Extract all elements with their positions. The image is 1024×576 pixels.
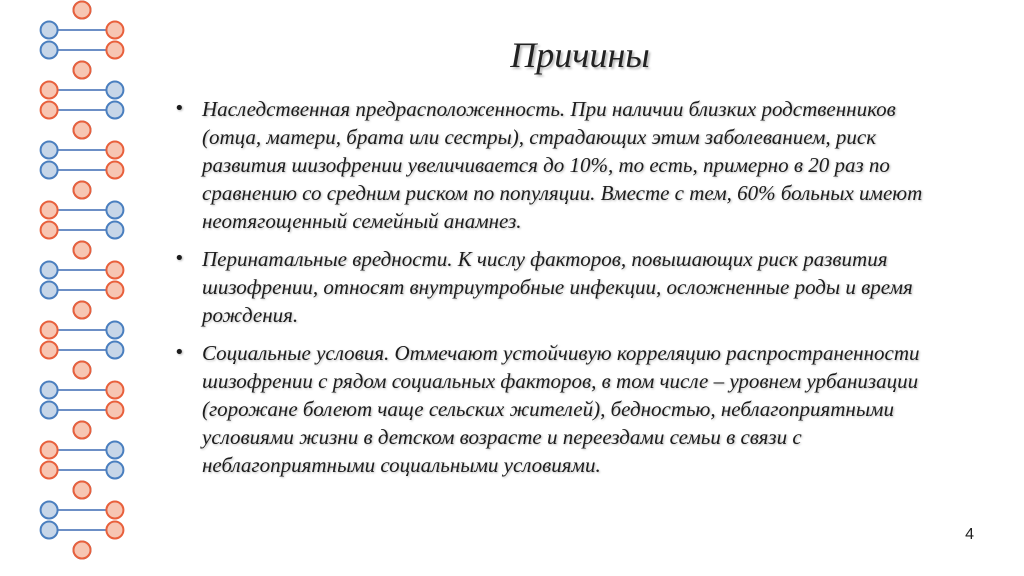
dna-node-orange (41, 202, 58, 219)
dna-node-orange (106, 502, 123, 519)
dna-node-blue (106, 202, 123, 219)
dna-node-blue (41, 262, 58, 279)
dna-node-orange (106, 382, 123, 399)
dna-node-orange (106, 522, 123, 539)
dna-node-orange (74, 242, 91, 259)
bullet-item-heredity (170, 95, 960, 235)
dna-node-blue (106, 322, 123, 339)
dna-node-orange (41, 442, 58, 459)
bullet-icon: • (174, 342, 185, 363)
dna-node-blue (106, 222, 123, 239)
dna-node-blue (41, 142, 58, 159)
dna-node-orange (106, 262, 123, 279)
dna-node-orange (41, 462, 58, 479)
slide-title: Причины (510, 35, 650, 75)
dna-node-orange (106, 42, 123, 59)
dna-node-blue (106, 342, 123, 359)
dna-node-orange (41, 342, 58, 359)
dna-node-blue (41, 402, 58, 419)
dna-node-orange (106, 22, 123, 39)
dna-node-blue (41, 22, 58, 39)
dna-node-blue (41, 522, 58, 539)
dna-node-orange (106, 162, 123, 179)
dna-node-orange (74, 302, 91, 319)
dna-node-orange (106, 282, 123, 299)
dna-node-orange (74, 182, 91, 199)
bullet-icon: • (174, 248, 185, 269)
dna-node-blue (41, 162, 58, 179)
dna-node-blue (41, 282, 58, 299)
bullet-text: Социальные условия. Отмечают устойчивую корреляцию распространенности шизофрении с рядом социальных факторов, в том числе – уровнем урбанизации (горожане болеют чаще сельских жителей), бедностью, неблагоприятными условиями жизни в детском возрасте и переездами семьи в связи с неблагоприятными социальными условиями. (202, 341, 920, 477)
dna-node-orange (74, 62, 91, 79)
dna-helix-icon (0, 0, 160, 576)
bullet-item-social (170, 339, 960, 479)
bullet-text: Перинатальные вредности. К числу факторов, повышающих риск развития шизофрении, относят внутриутробные инфекции, осложненные роды и время рождения. (202, 247, 913, 327)
dna-node-blue (41, 502, 58, 519)
page-number: 4 (965, 526, 974, 543)
bullet-list (170, 95, 960, 489)
dna-node-orange (74, 362, 91, 379)
dna-node-orange (74, 2, 91, 19)
dna-node-orange (41, 82, 58, 99)
dna-node-blue (106, 462, 123, 479)
dna-node-orange (74, 422, 91, 439)
bullet-item-perinatal (170, 245, 960, 329)
dna-node-blue (41, 42, 58, 59)
dna-node-blue (41, 382, 58, 399)
dna-node-orange (106, 142, 123, 159)
dna-node-blue (106, 82, 123, 99)
dna-node-orange (74, 482, 91, 499)
bullet-icon: • (174, 98, 185, 119)
dna-node-orange (41, 322, 58, 339)
dna-node-blue (106, 102, 123, 119)
dna-node-orange (74, 122, 91, 139)
dna-node-blue (106, 442, 123, 459)
dna-node-orange (106, 402, 123, 419)
dna-node-orange (41, 102, 58, 119)
dna-node-orange (74, 542, 91, 559)
bullet-text: Наследственная предрасположенность. При наличии близких родственников (отца, матери, брата или сестры), страдающих этим заболеванием, риск развития шизофрении увеличивается до 10%, то есть, примерно в 20 раз по сравнению со средним риском по популяции. Вместе с тем, 60% больных имеют неотягощенный семейный анамнез. (202, 97, 923, 233)
dna-node-orange (41, 222, 58, 239)
